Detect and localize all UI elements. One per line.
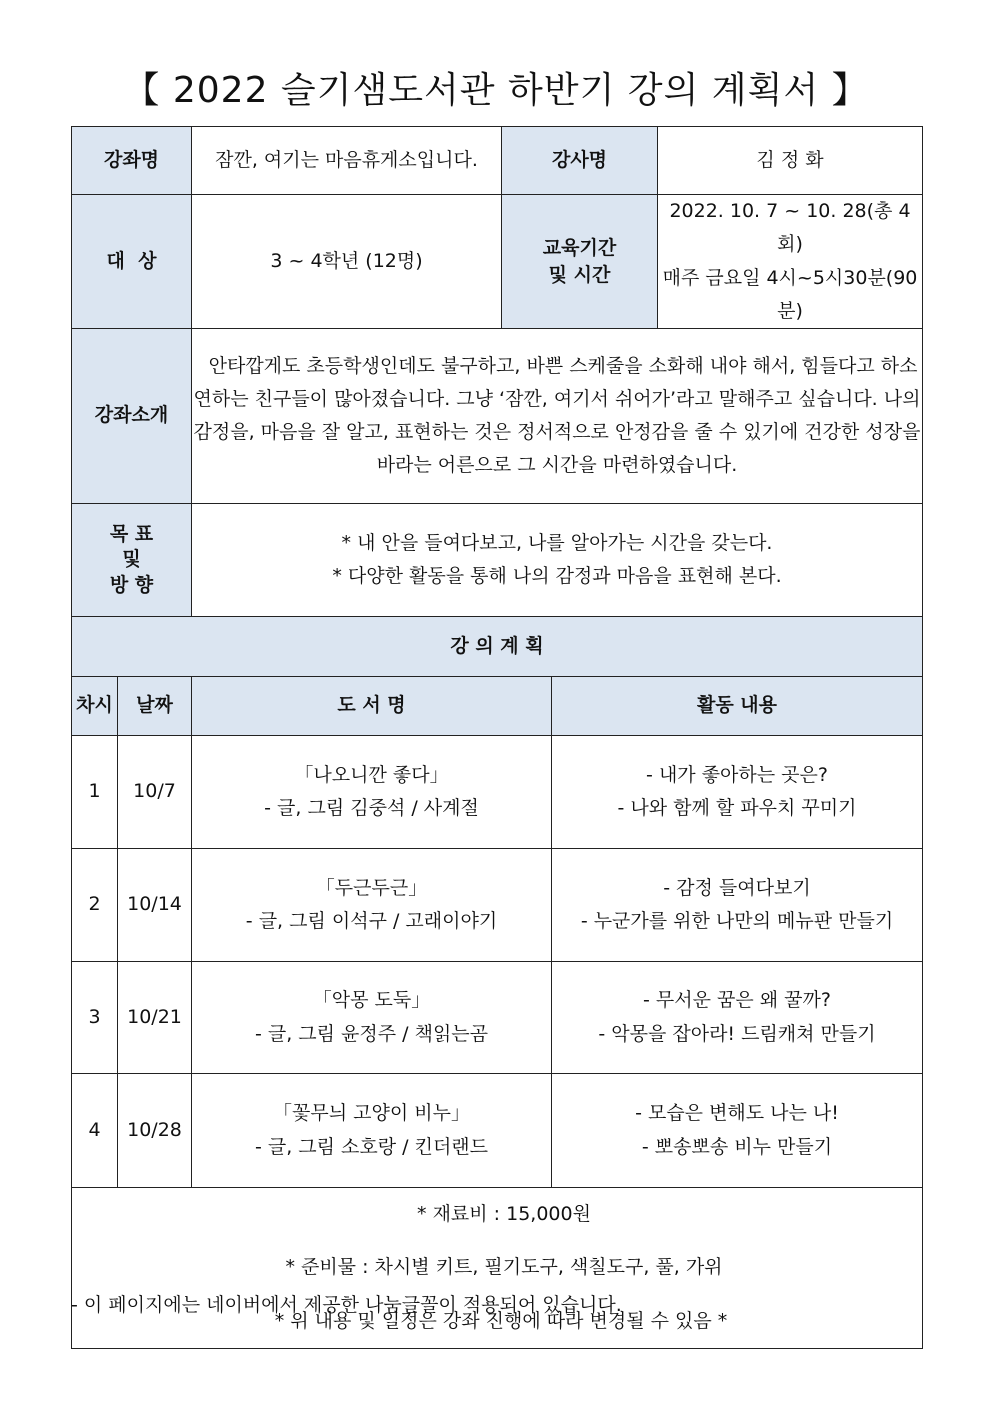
target-value: 3 ~ 4학년 (12명) xyxy=(192,195,502,329)
header-session: 차시 xyxy=(72,677,118,736)
activity-item: - 누군가를 위한 나만의 메뉴판 만들기 xyxy=(580,910,894,932)
book-author: - 글, 그림 김중석 / 사계절 xyxy=(264,797,479,819)
target-label xyxy=(72,195,192,329)
material-fee: * 재료비 : 15,000원 xyxy=(417,1203,591,1225)
supplies: * 준비물 : 차시별 키트, 필기도구, 색칠도구, 풀, 가위 xyxy=(285,1256,723,1279)
activity-cell xyxy=(552,736,923,849)
book-title: 「두근두근」 xyxy=(315,876,428,899)
goal-label xyxy=(72,504,192,617)
activity-item: - 감정 들여다보기 xyxy=(663,876,811,899)
goal-item: * 다양한 활동을 통해 나의 감정과 마음을 표현해 본다. xyxy=(332,565,782,587)
section-title: 강 의 계 획 xyxy=(72,617,923,677)
activity-cell xyxy=(552,1074,923,1188)
book-title: 「꽃무늬 고양이 비누」 xyxy=(273,1102,470,1125)
goal-row xyxy=(72,504,923,617)
activity-item: - 악몽을 잡아라! 드림캐쳐 만들기 xyxy=(598,1022,876,1045)
period-label-line-1: 교육기간 xyxy=(542,236,617,259)
period-dates: 2022. 10. 7 ~ 10. 28(총 4회) xyxy=(669,200,911,256)
page-title: 【 2022 슬기샘도서관 하반기 강의 계획서 】 xyxy=(123,70,869,111)
intro-text-body: 안타깝게도 초등학생인데도 불구하고, 바쁜 스케줄을 소화해 내야 해서, 힘들다고 하소연하는 친구들이 많아졌습니다. 그냥 ‘잠깐, 여기서 쉬어가’라고 말해주고 싶습니다. 나의 감정을, 마음을 잘 알고, 표현하는 것은 정서적으로 안정감을 줄 수 있기에 건강한 성장을 바라는 어른으로 그 시간을 마련하였습니다. xyxy=(193,354,921,477)
intro-row xyxy=(72,329,923,504)
section-title-row xyxy=(72,617,923,677)
period-value xyxy=(658,195,923,329)
intro-text xyxy=(192,329,923,504)
period-label xyxy=(502,195,658,329)
goal-label-line-3: 방 향 xyxy=(109,573,154,596)
table-row xyxy=(72,849,923,962)
course-name: 잠깐, 여기는 마음휴게소입니다. xyxy=(192,127,502,195)
book-cell xyxy=(192,736,552,849)
book-cell xyxy=(192,849,552,962)
session-date: 10/7 xyxy=(118,736,192,849)
book-cell xyxy=(192,962,552,1074)
target-row xyxy=(72,195,923,329)
book-cell xyxy=(192,1074,552,1188)
goal-label-line-2: 및 xyxy=(122,548,141,571)
notes-cell xyxy=(72,1188,923,1349)
session-number: 4 xyxy=(72,1074,118,1188)
notes-row xyxy=(72,1188,923,1349)
session-number: 1 xyxy=(72,736,118,849)
period-label-line-2: 및 시간 xyxy=(548,263,611,286)
course-row xyxy=(72,127,923,195)
header-activity: 활동 내용 xyxy=(552,677,923,736)
disclaimer: * 위 내용 및 일정은 강좌 진행에 따라 변경될 수 있음 * xyxy=(274,1309,728,1332)
goal-label-line-1: 목 표 xyxy=(109,522,154,545)
table-row xyxy=(72,736,923,849)
book-author: - 글, 그림 소호랑 / 킨더랜드 xyxy=(254,1135,489,1158)
book-title: 「나오니깐 좋다」 xyxy=(294,763,449,786)
goal-item: * 내 안을 들여다보고, 나를 알아가는 시간을 갖는다. xyxy=(341,531,773,554)
session-date: 10/28 xyxy=(118,1074,192,1188)
activity-item: - 무서운 꿈은 왜 꿀까? xyxy=(643,989,831,1012)
session-number: 3 xyxy=(72,962,118,1074)
instructor-name: 김 정 화 xyxy=(658,127,923,195)
activity-item: - 내가 좋아하는 곳은? xyxy=(646,763,828,786)
font-credit-footer: - 이 페이지에는 네이버에서 제공한 나눔글꼴이 적용되어 있습니다. xyxy=(71,1294,622,1316)
session-date: 10/21 xyxy=(118,962,192,1074)
book-title: 「악몽 도둑」 xyxy=(312,989,431,1012)
activity-item: - 모습은 변해도 나는 나! xyxy=(635,1102,839,1125)
activity-cell xyxy=(552,849,923,962)
book-author: - 글, 그림 이석구 / 고래이야기 xyxy=(245,910,498,932)
activity-item: - 뽀송뽀송 비누 만들기 xyxy=(641,1135,833,1158)
session-number: 2 xyxy=(72,849,118,962)
header-book: 도 서 명 xyxy=(192,677,552,736)
instructor-label: 강사명 xyxy=(502,127,658,195)
intro-label: 강좌소개 xyxy=(72,329,192,504)
session-date: 10/14 xyxy=(118,849,192,962)
course-label: 강좌명 xyxy=(72,127,192,195)
activity-cell xyxy=(552,962,923,1074)
book-author: - 글, 그림 윤정주 / 책읽는곰 xyxy=(254,1022,489,1045)
table-row xyxy=(72,962,923,1074)
lecture-plan-table xyxy=(71,126,923,1349)
table-row xyxy=(72,1074,923,1188)
period-time: 매주 금요일 4시~5시30분(90분) xyxy=(662,266,918,322)
activity-item: - 나와 함께 할 파우치 꾸미기 xyxy=(617,797,857,819)
goal-list xyxy=(192,504,923,617)
header-date: 날짜 xyxy=(118,677,192,736)
target-label-text: 대 상 xyxy=(106,249,157,272)
plan-header-row xyxy=(72,677,923,736)
